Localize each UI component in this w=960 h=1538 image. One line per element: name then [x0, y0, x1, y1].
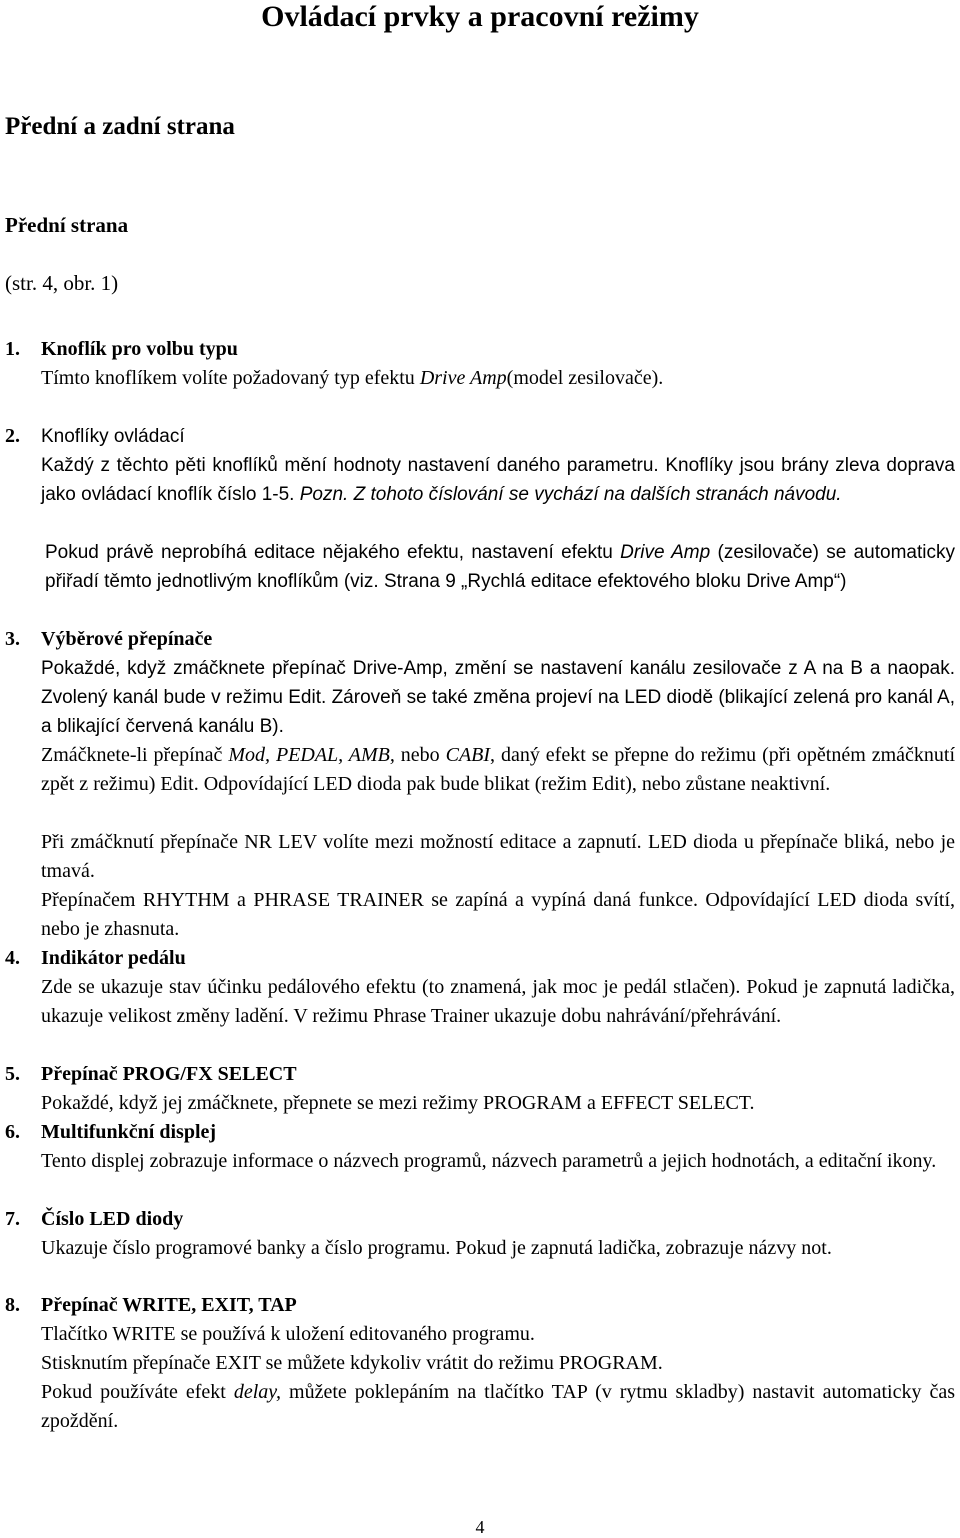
- item-number: 8.: [5, 1294, 20, 1316]
- item-heading: Výběrové přepínače: [41, 628, 213, 650]
- item-text: Zde se ukazuje stav účinku pedálového efektu (to znamená, jak moc je pedál stlačen). Pokud je zapnutá ladička, ukazuje velikost změny ladění. V režimu Phrase Trainer ukazuje dobu nahrávání/přehrávání.: [41, 976, 955, 1027]
- item-text: Tímto knoflíkem volíte požadovaný typ efektu Drive Amp(model zesilovače).: [41, 367, 664, 389]
- figure-reference: (str. 4, obr. 1): [5, 271, 119, 295]
- item-text: Pokud používáte efekt delay, můžete poklepáním na tlačítko TAP (v rytmu skladby) nastavit automaticky čas zpoždění.: [41, 1381, 956, 1432]
- item-text: Při zmáčknutí přepínače NR LEV volíte mezi možností editace a zapnutí. LED dioda u přepínače bliká, nebo je tmavá.: [41, 831, 955, 882]
- item-text: Stisknutím přepínače EXIT se můžete kdykoliv vrátit do režimu PROGRAM.: [41, 1352, 663, 1374]
- item-number: 1.: [5, 338, 20, 360]
- page-number: 4: [475, 1517, 485, 1537]
- item-number: 5.: [5, 1063, 20, 1085]
- item-text: Každý z těchto pěti knoflíků mění hodnoty nastavení daného parametru. Knoflíky jsou brány zleva doprava jako ovládací knoflík číslo 1-5. Pozn. Z tohoto číslování se vychází na dalších stranách návodu.: [41, 455, 955, 505]
- item-text: Pokaždé, když jej zmáčknete, přepnete se mezi režimy PROGRAM a EFFECT SELECT.: [41, 1092, 755, 1114]
- item-text: Ukazuje číslo programové banky a číslo programu. Pokud je zapnutá ladička, zobrazuje názvy not.: [41, 1237, 832, 1259]
- page-title: Ovládací prvky a pracovní režimy: [261, 0, 699, 33]
- item-text: Tento displej zobrazuje informace o názvech programů, názvech parametrů a jejich hodnotách, a editační ikony.: [41, 1150, 937, 1172]
- item-heading: Přepínač WRITE, EXIT, TAP: [41, 1294, 297, 1316]
- item-text: Tlačítko WRITE se používá k uložení editovaného programu.: [41, 1323, 535, 1345]
- item-text: Pokaždé, když zmáčknete přepínač Drive-Amp, změní se nastavení kanálu zesilovače z A na B a naopak. Zvolený kanál bude v režimu Edit. Zároveň se také změna projeví na LED diodě (blikající zelená pro kanál A, a blikající červená kanálu B).: [41, 658, 955, 737]
- item-heading: Multifunkční displej: [41, 1121, 217, 1143]
- item-heading: Přepínač PROG/FX SELECT: [41, 1063, 297, 1085]
- item-text: Zmáčknete-li přepínač Mod, PEDAL, AMB, nebo CABI, daný efekt se přepne do režimu (při opětném zmáčknutí zpět z režimu) Edit. Odpovídající LED dioda pak bude blikat (režim Edit), nebo zůstane neaktivní.: [41, 744, 955, 795]
- section-heading: Přední a zadní strana: [5, 113, 235, 140]
- item-number: 7.: [5, 1208, 20, 1230]
- item-heading: Knoflíky ovládací: [41, 426, 185, 447]
- item-text: Pokud právě neprobíhá editace nějakého efektu, nastavení efektu Drive Amp (zesilovače) se automaticky přiřadí těmto jednotlivým knoflíkům (viz. Strana 9 „Rychlá editace efektového bloku Drive Amp“): [45, 542, 955, 592]
- item-text: Přepínačem RHYTHM a PHRASE TRAINER se zapíná a vypíná daná funkce. Odpovídající LED dioda svítí, nebo je zhasnuta.: [41, 889, 955, 940]
- item-number: 6.: [5, 1121, 20, 1143]
- item-number: 4.: [5, 947, 20, 969]
- subsection-heading: Přední strana: [5, 213, 129, 237]
- item-heading: Knoflík pro volbu typu: [41, 338, 238, 360]
- item-heading: Indikátor pedálu: [41, 947, 186, 969]
- item-number: 3.: [5, 628, 20, 650]
- item-heading: Číslo LED diody: [41, 1208, 184, 1230]
- item-number: 2.: [5, 425, 20, 447]
